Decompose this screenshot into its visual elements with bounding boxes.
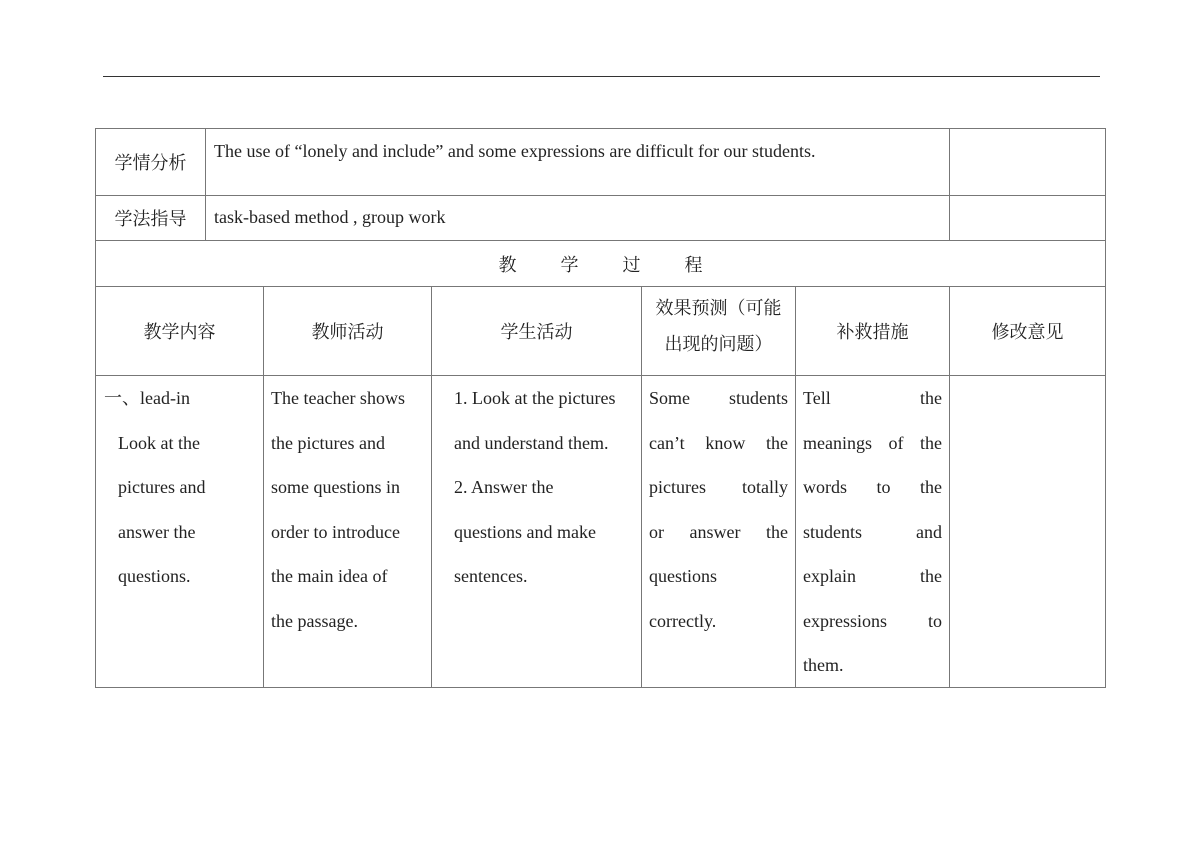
content-line: answer the — [118, 521, 196, 542]
teacher-line: the pictures and — [271, 432, 385, 453]
lesson-table — [95, 128, 1106, 688]
method-label — [96, 196, 206, 241]
effect-line: correctly. — [649, 610, 717, 631]
remedy-line: students and — [803, 521, 942, 542]
content-cell — [96, 376, 264, 687]
method-text-cell — [206, 196, 950, 241]
remedy-line: words to the — [803, 477, 942, 497]
teacher-line: order to introduce — [271, 521, 400, 542]
analysis-text: The use of “lonely and include” and some expressions are difficult for our students. — [214, 141, 816, 161]
remedy-line: them. — [803, 655, 844, 675]
header-rule — [103, 76, 1100, 77]
analysis-text-cell — [206, 129, 950, 196]
remedy-line: meanings of the — [803, 432, 942, 453]
student-line: questions and make — [454, 521, 596, 542]
header-revise: 修改意见 — [950, 287, 1105, 376]
analysis-label — [96, 129, 206, 196]
teacher-cell — [264, 376, 432, 687]
header-student: 学生活动 — [432, 287, 642, 376]
student-line: 1. Look at the pictures — [454, 388, 616, 408]
revise-cell — [950, 376, 1105, 687]
content-line: Look at the — [118, 432, 200, 453]
header-effect: 效果预测（可能 出现的问题） — [642, 287, 796, 376]
effect-line: Some students — [649, 388, 788, 408]
analysis-label-text: 学情分析 — [114, 153, 187, 174]
effect-line: can’t know the — [649, 432, 788, 453]
method-text: task-based method , group work — [214, 207, 446, 227]
header-remedy: 补救措施 — [796, 287, 950, 376]
teacher-line: some questions in — [271, 477, 400, 497]
remedy-line: Tell the — [803, 388, 942, 408]
section-title: 教 学 过 程 — [96, 241, 1105, 287]
content-line: pictures and — [118, 477, 206, 497]
teacher-line: the passage. — [271, 610, 358, 631]
student-line: and understand them. — [454, 432, 609, 453]
method-empty-cell — [950, 196, 1105, 241]
method-label-text: 学法指导 — [114, 209, 187, 230]
effect-cell — [642, 376, 796, 687]
remedy-cell — [796, 376, 950, 687]
teacher-line: The teacher shows — [271, 388, 405, 408]
student-line: sentences. — [454, 566, 528, 586]
header-content: 教学内容 — [96, 287, 264, 376]
effect-line: or answer the — [649, 521, 788, 542]
student-line: 2. Answer the — [454, 477, 554, 497]
effect-line: pictures totally — [649, 477, 788, 497]
remedy-line: explain the — [803, 566, 942, 586]
header-teacher: 教师活动 — [264, 287, 432, 376]
content-line: questions. — [118, 566, 191, 586]
effect-line: questions — [649, 566, 718, 586]
student-cell — [432, 376, 642, 687]
teacher-line: the main idea of — [271, 566, 388, 586]
analysis-empty-cell — [950, 129, 1105, 196]
remedy-line: expressions to — [803, 610, 942, 631]
content-line: 一、lead-in — [104, 388, 190, 408]
